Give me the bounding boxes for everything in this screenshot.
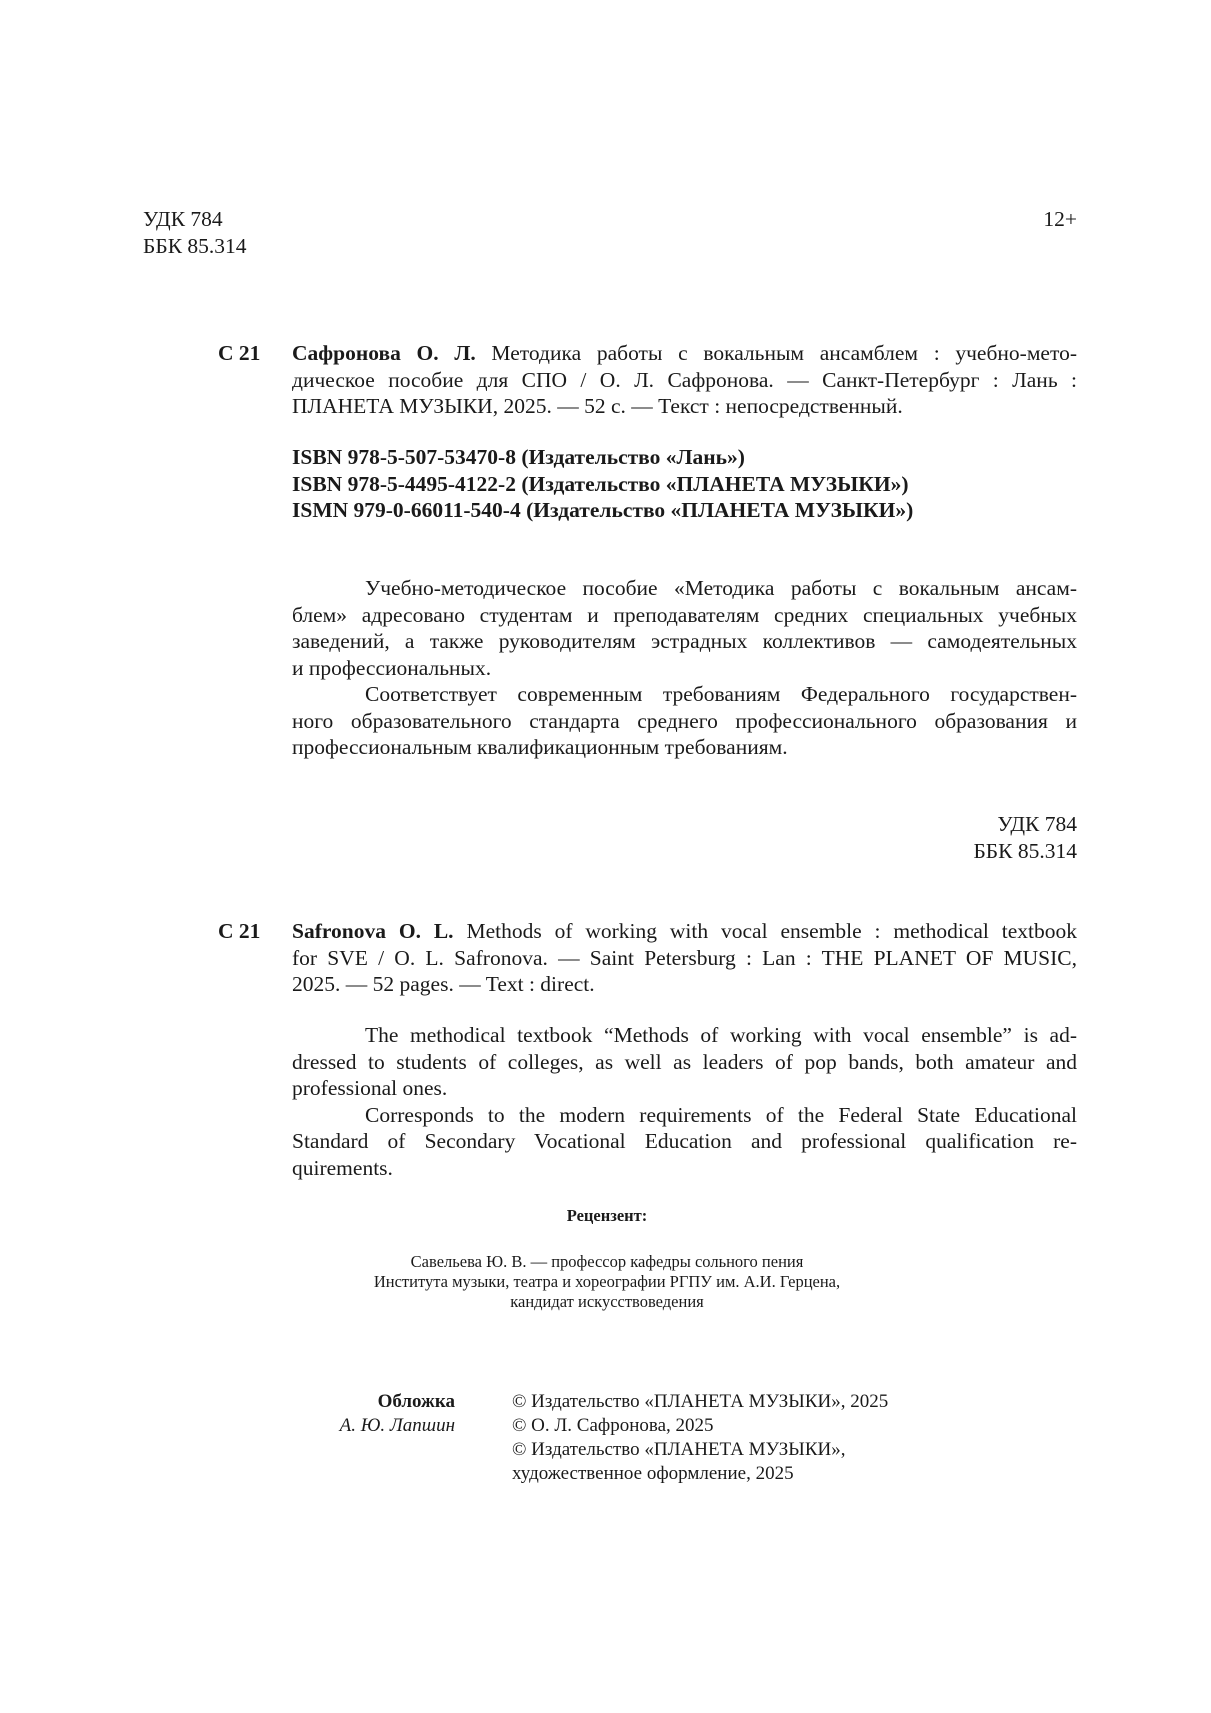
annotation-line: professional ones.: [292, 1076, 448, 1100]
copyright-line: © Издательство «ПЛАНЕТА МУЗЫКИ»,: [512, 1439, 846, 1460]
classification-codes-en: [973, 811, 1077, 864]
annotation-line: блем» адресовано студентам и преподавателям средних специальных учебных: [292, 602, 1077, 627]
annotation-line: Соответствует современным требованиям Федерального государствен-: [365, 682, 1077, 706]
cover-credit: [300, 1390, 455, 1438]
copyright-line: художественное оформление, 2025: [512, 1463, 794, 1484]
annotation-line: Standard of Secondary Vocational Education and professional qualification re-: [292, 1129, 1077, 1153]
classification-codes: [143, 206, 247, 259]
age-rating: 12+: [1043, 207, 1077, 231]
reviewer-line: Савельева Ю. В. — профессор кафедры сольного пения: [410, 1252, 804, 1271]
entry-line: дическое пособие для СПО / О. Л. Сафронова. — Санкт-Петербург : Лань :: [292, 367, 1077, 392]
entry-title: Methods of working with vocal ensemble : methodical textbook: [466, 919, 1078, 943]
isbn-lan: ISBN 978-5-507-53470-8 (Издательство «Лань»): [292, 445, 745, 469]
udk-code: УДК 784: [997, 812, 1077, 836]
entry-line: 2025. — 52 pages. — Text : direct.: [292, 972, 595, 996]
cover-artist: А. Ю. Лапшин: [339, 1415, 455, 1436]
annotation-line: заведений, а также руководителям эстрадных коллективов — самодеятельных: [292, 629, 1077, 653]
reviewer-line: Института музыки, театра и хореографии РГПУ им. А.И. Герцена,: [373, 1272, 841, 1291]
annotation-line: dressed to students of colleges, as well as leaders of pop bands, both amateur and: [292, 1049, 1077, 1074]
entry-line: ПЛАНЕТА МУЗЫКИ, 2025. — 52 с. — Текст : непосредственный.: [292, 394, 903, 418]
entry-author: Сафронова О. Л.: [292, 341, 476, 365]
entry-line: [292, 918, 1077, 945]
copyright-line: © О. Л. Сафронова, 2025: [512, 1415, 714, 1436]
annotation-en: [292, 1022, 1077, 1181]
reviewer-line: кандидат искусствоведения: [510, 1292, 704, 1311]
cover-label: Обложка: [377, 1391, 455, 1412]
bbk-code: ББК 85.314: [143, 233, 247, 258]
copyright-line: © Издательство «ПЛАНЕТА МУЗЫКИ», 2025: [512, 1391, 889, 1412]
annotation-line: quirements.: [292, 1155, 393, 1180]
annotation-line: и профессиональных.: [292, 655, 492, 680]
isbn-planet: ISBN 978-5-4495-4122-2 (Издательство «ПЛАНЕТА МУЗЫКИ»): [292, 471, 909, 496]
udk-code: УДК 784: [143, 207, 223, 231]
author-sign-en: С 21: [218, 919, 261, 943]
bbk-code: ББК 85.314: [973, 838, 1077, 863]
entry-author: Safronova O. L.: [292, 919, 454, 943]
entry-line: [292, 340, 1077, 367]
isbn-block: [292, 444, 1077, 524]
annotation-line: Corresponds to the modern requirements of the Federal State Educational: [365, 1102, 1077, 1127]
annotation-ru: [292, 575, 1077, 761]
entry-line: for SVE / O. L. Safronova. — Saint Petersburg : Lan : THE PLANET OF MUSIC,: [292, 945, 1077, 970]
ismn: ISMN 979-0-66011-540-4 (Издательство «ПЛАНЕТА МУЗЫКИ»): [292, 498, 914, 522]
bibliographic-entry-ru: [292, 340, 1077, 420]
entry-title: Методика работы с вокальным ансамблем : учебно-мето-: [491, 341, 1077, 365]
author-sign-ru: С 21: [218, 341, 261, 365]
annotation-line: Учебно-методическое пособие «Методика работы с вокальным ансам-: [365, 576, 1077, 600]
annotation-line: профессиональным квалификационным требованиям.: [292, 735, 788, 759]
reviewer-label: Рецензент:: [566, 1206, 648, 1225]
bibliographic-entry-en: [292, 918, 1077, 998]
reviewer-block: [292, 1206, 922, 1312]
annotation-line: The methodical textbook “Methods of working with vocal ensemble” is ad-: [365, 1023, 1077, 1047]
annotation-line: ного образовательного стандарта среднего профессионального образования и: [292, 708, 1077, 733]
copyright-block: [512, 1390, 1012, 1486]
